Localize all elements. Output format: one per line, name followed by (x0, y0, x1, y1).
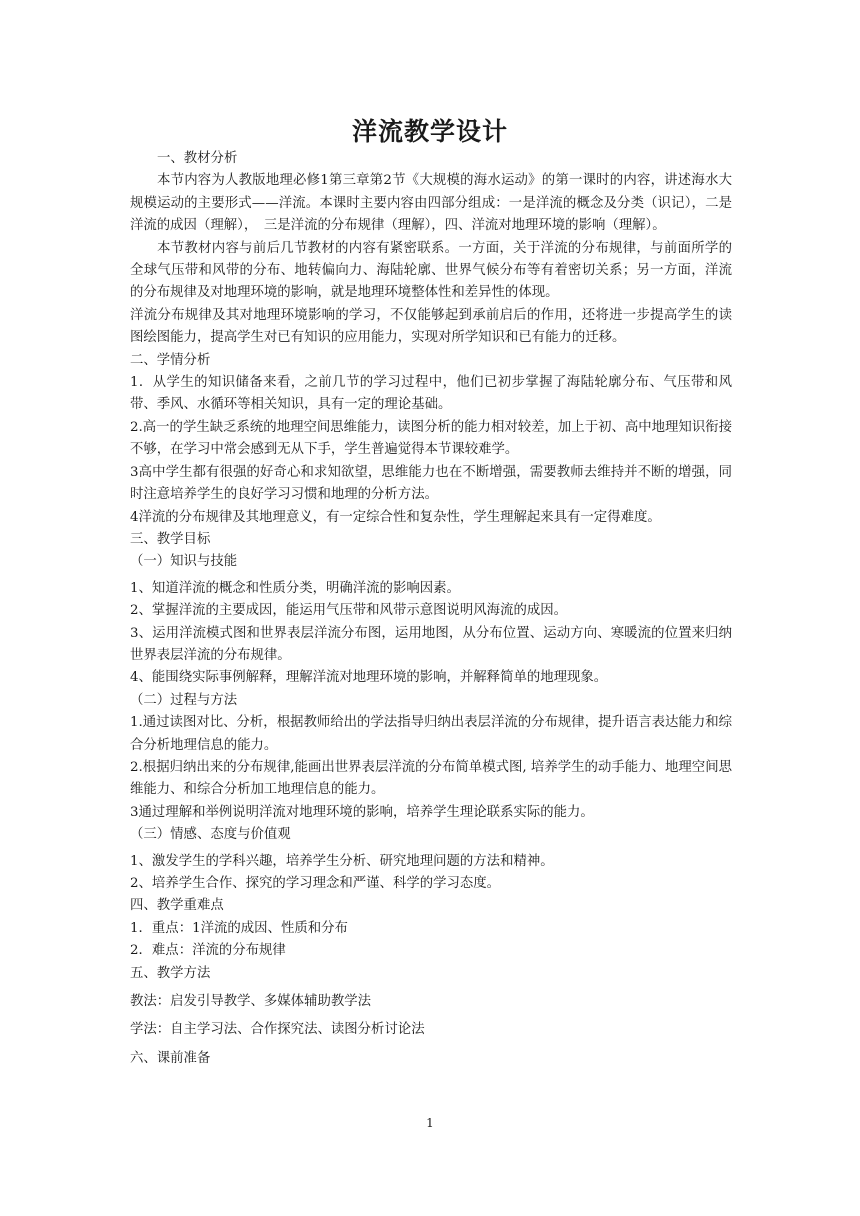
page-number: 1 (426, 1116, 434, 1130)
list-item: 4、能围绕实际事例解释，理解洋流对地理环境的影响，并解释简单的地理现象。 (130, 670, 608, 686)
section-heading: 六、课前准备 (130, 1050, 211, 1066)
list-item: 1．重点：1洋流的成因、性质和分布 (130, 920, 348, 936)
list-item: 1、知道洋流的概念和性质分类，明确洋流的影响因素。 (130, 580, 460, 596)
paragraph: 洋流分布规律及其对地理环境影响的学习，不仅能够起到承前启后的作用，还将进一步提高学生的读图绘图能力，提高学生对已有知识的应用能力，实现对所学知识和已有能力的迁移。 (130, 307, 732, 346)
list-item: 3通过理解和举例说明洋流对地理环境的影响，培养学生理论联系实际的能力。 (130, 804, 594, 820)
list-item: 4洋流的分布规律及其地理意义，有一定综合性和复杂性，学生理解起来具有一定得难度。 (130, 509, 661, 525)
paragraph: 学法：自主学习法、合作探究法、读图分析讨论法 (130, 1022, 425, 1038)
list-item: 2、掌握洋流的主要成因，能运用气压带和风带示意图说明风海流的成因。 (130, 603, 568, 619)
section-heading: 三、教学目标 (130, 531, 211, 547)
subsection-heading: （三）情感、态度与价值观 (130, 827, 291, 843)
section-heading: 四、教学重难点 (130, 898, 224, 914)
section-heading: 一、教材分析 (157, 151, 238, 166)
paragraph: 本节内容为人教版地理必修1第三章第2节《大规模的海水运动》的第一课时的内容，讲述海水大规模运动的主要形式——洋流。本课时主要内容由四部分组成：一是洋流的概念及分类（识记），二是洋流的成因（理解）， 三是洋流的分布规律（理解），四、洋流对地理环境的影响（理解）。 (130, 173, 732, 234)
list-item: 1.通过读图对比、分析，根据教师给出的学法指导归纳出表层洋流的分布规律，提升语言表达能力和综合分析地理信息的能力。 (130, 715, 732, 753)
subsection-heading: （二）过程与方法 (130, 692, 238, 708)
list-item: 3、运用洋流模式图和世界表层洋流分布图，运用地图，从分布位置、运动方向、寒暖流的位置来归纳世界表层洋流的分布规律。 (130, 625, 732, 663)
list-item: 3高中学生都有很强的好奇心和求知欲望，思维能力也在不断增强，需要教师去维持并不断的增强，同时注意培养学生的良好学习习惯和地理的分析方法。 (130, 464, 732, 503)
list-item: 1、激发学生的学科兴趣，培养学生分析、研究地理问题的方法和精神。 (130, 853, 554, 869)
subsection-heading: （一）知识与技能 (130, 554, 238, 570)
document-title: 洋流教学设计 (351, 117, 508, 146)
list-item: 2．难点：洋流的分布规律 (130, 943, 286, 959)
section-heading: 五、教学方法 (130, 965, 211, 981)
list-item: 1．从学生的知识储备来看，之前几节的学习过程中，他们已初步掌握了海陆轮廓分布、气压带和风带、季风、水循环等相关知识，具有一定的理论基础。 (130, 375, 732, 413)
paragraph: 本节教材内容与前后几节教材的内容有紧密联系。一方面，关于洋流的分布规律，与前面所学的全球气压带和风带的分布、地转偏向力、海陆轮廓、世界气候分布等有着密切关系；另一方面，洋流的分布规律及对地理环境的影响，就是地理环境整体性和差异性的体现。 (130, 240, 732, 301)
list-item: 2.根据归纳出来的分布规律,能画出世界表层洋流的分布简单模式图, 培养学生的动手能力、地理空间思维能力、和综合分析加工地理信息的能力。 (130, 759, 732, 798)
document-body (130, 148, 732, 1070)
list-item: 2、培养学生合作、探究的学习理念和严谨、科学的学习态度。 (130, 876, 501, 891)
paragraph: 教法：启发引导教学、多媒体辅助教学法 (130, 994, 372, 1010)
section-heading: 二、学情分析 (130, 352, 211, 368)
list-item: 2.高一的学生缺乏系统的地理空间思维能力，读图分析的能力相对较差，加上于初、高中地理知识衔接不够，在学习中常会感到无从下手，学生普遍觉得本节课较难学。 (130, 419, 732, 458)
